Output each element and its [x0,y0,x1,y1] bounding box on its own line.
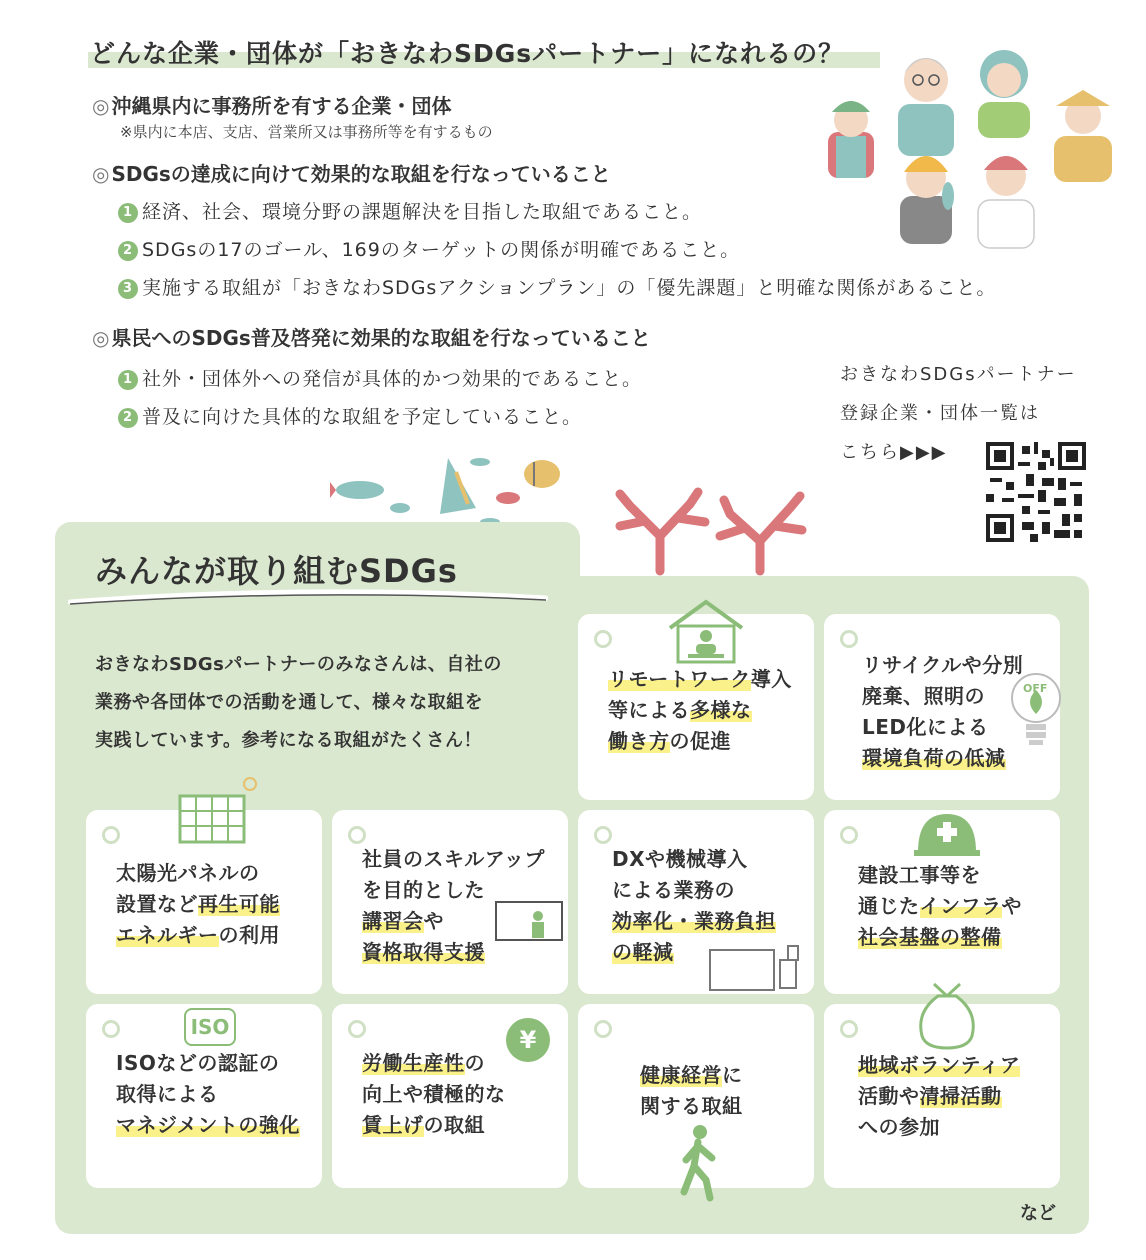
solar-panel-icon [174,772,274,848]
criterion-3-item-1: 1 社外・団体外への発信が具体的かつ効果的であること。 [118,364,642,391]
card-solar: 太陽光パネルの 設置など再生可能 エネルギーの利用 [86,810,322,994]
card-dx: DXや機械導入 による業務の 効率化・業務負担 の軽減 [578,810,814,994]
walking-person-icon [676,1124,722,1204]
farmer-figure [1054,90,1112,182]
garbage-bag-icon [912,978,982,1050]
card-health-management: 健康経営に 関する取組 [578,1004,814,1188]
remote-work-house-icon [666,598,746,664]
qr-code-icon[interactable] [986,442,1086,542]
card-dot [594,630,612,648]
chef-figure [978,156,1034,248]
elderly-woman-figure [978,50,1030,138]
construction-worker-figure [900,156,954,244]
off-badge: OFF [1023,682,1048,695]
title-underline [68,586,548,606]
iso-badge-icon: ISO [184,1008,236,1046]
card-dot [840,1020,858,1038]
people-illustration [822,40,1122,255]
criterion-3-title: ◎ 県民へのSDGs普及啓発に効果的な取組を行なっていること [92,326,651,350]
worker-cap-figure [828,101,874,178]
card-labor-productivity: ¥ 労働生産性の 向上や積極的な 賃上げの取組 [332,1004,568,1188]
card-dot [840,630,858,648]
criterion-2-item-1: 1 経済、社会、環境分野の課題解決を目指した取組であること。 [118,197,702,224]
card-dot [594,826,612,844]
card-dot [594,1020,612,1038]
card-remote-work: リモートワーク導入 等による多様な 働き方の促進 [578,614,814,800]
registry-link-line-2: 登録企業・団体一覧は [840,403,1040,424]
card-dot [348,1020,366,1038]
intro-line-3: 実践しています。参考になる取組がたくさん！ [95,730,483,751]
card-dot [348,826,366,844]
card-dot [102,1020,120,1038]
intro-line-1: おきなわSDGsパートナーのみなさんは、自社の [95,654,502,675]
card-infrastructure: 建設工事等を 通じたインフラや 社会基盤の整備 [824,810,1060,994]
registry-link-line-3[interactable]: こちら▶▶▶ [840,442,948,463]
yen-icon: ¥ [506,1018,550,1062]
card-dot [840,826,858,844]
criterion-2-item-2: 2 SDGsの17のゴール、169のターゲットの関係が明確であること。 [118,235,740,262]
lecture-board-icon [494,900,564,944]
section-title: みんなが取り組むSDGs [95,552,458,590]
card-dot [102,826,120,844]
criterion-2-title: ◎ SDGsの達成に向けて効果的な取組を行なっていること [92,162,611,186]
criterion-3-item-2: 2 普及に向けた具体的な取組を予定していること。 [118,402,582,429]
intro-line-2: 業務や各団体での活動を通して、様々な取組を [95,692,484,713]
criterion-2-item-3: 3 実施する取組が「おきなわSDGsアクションプラン」の「優先課題」と明確な関係があること。 [118,273,996,300]
computer-monitor-icon [708,944,804,992]
hard-hat-icon [912,808,982,858]
criterion-1-title: ◎ 沖縄県内に事務所を有する企業・団体 [92,94,452,118]
card-volunteer: 地域ボランティア 活動や清掃活動 への参加 [824,1004,1060,1188]
elderly-man-figure [898,58,954,156]
card-recycle: リサイクルや分別 廃棄、照明の LED化による 環境負荷の低減 OFF [824,614,1060,800]
etc-label: など [1020,1203,1056,1224]
registry-link-line-1: おきなわSDGsパートナー [840,364,1077,385]
card-iso: ISO ISOなどの認証の 取得による マネジメントの強化 [86,1004,322,1188]
coral-illustration [590,486,820,576]
card-skill-up: 社員のスキルアップ を目的とした 講習会や 資格取得支援 [332,810,568,994]
page-title: どんな企業・団体が「おきなわSDGsパートナー」になれるの？ [90,39,845,68]
criterion-1-note: ※県内に本店、支店、営業所又は事務所等を有するもの [120,123,493,141]
